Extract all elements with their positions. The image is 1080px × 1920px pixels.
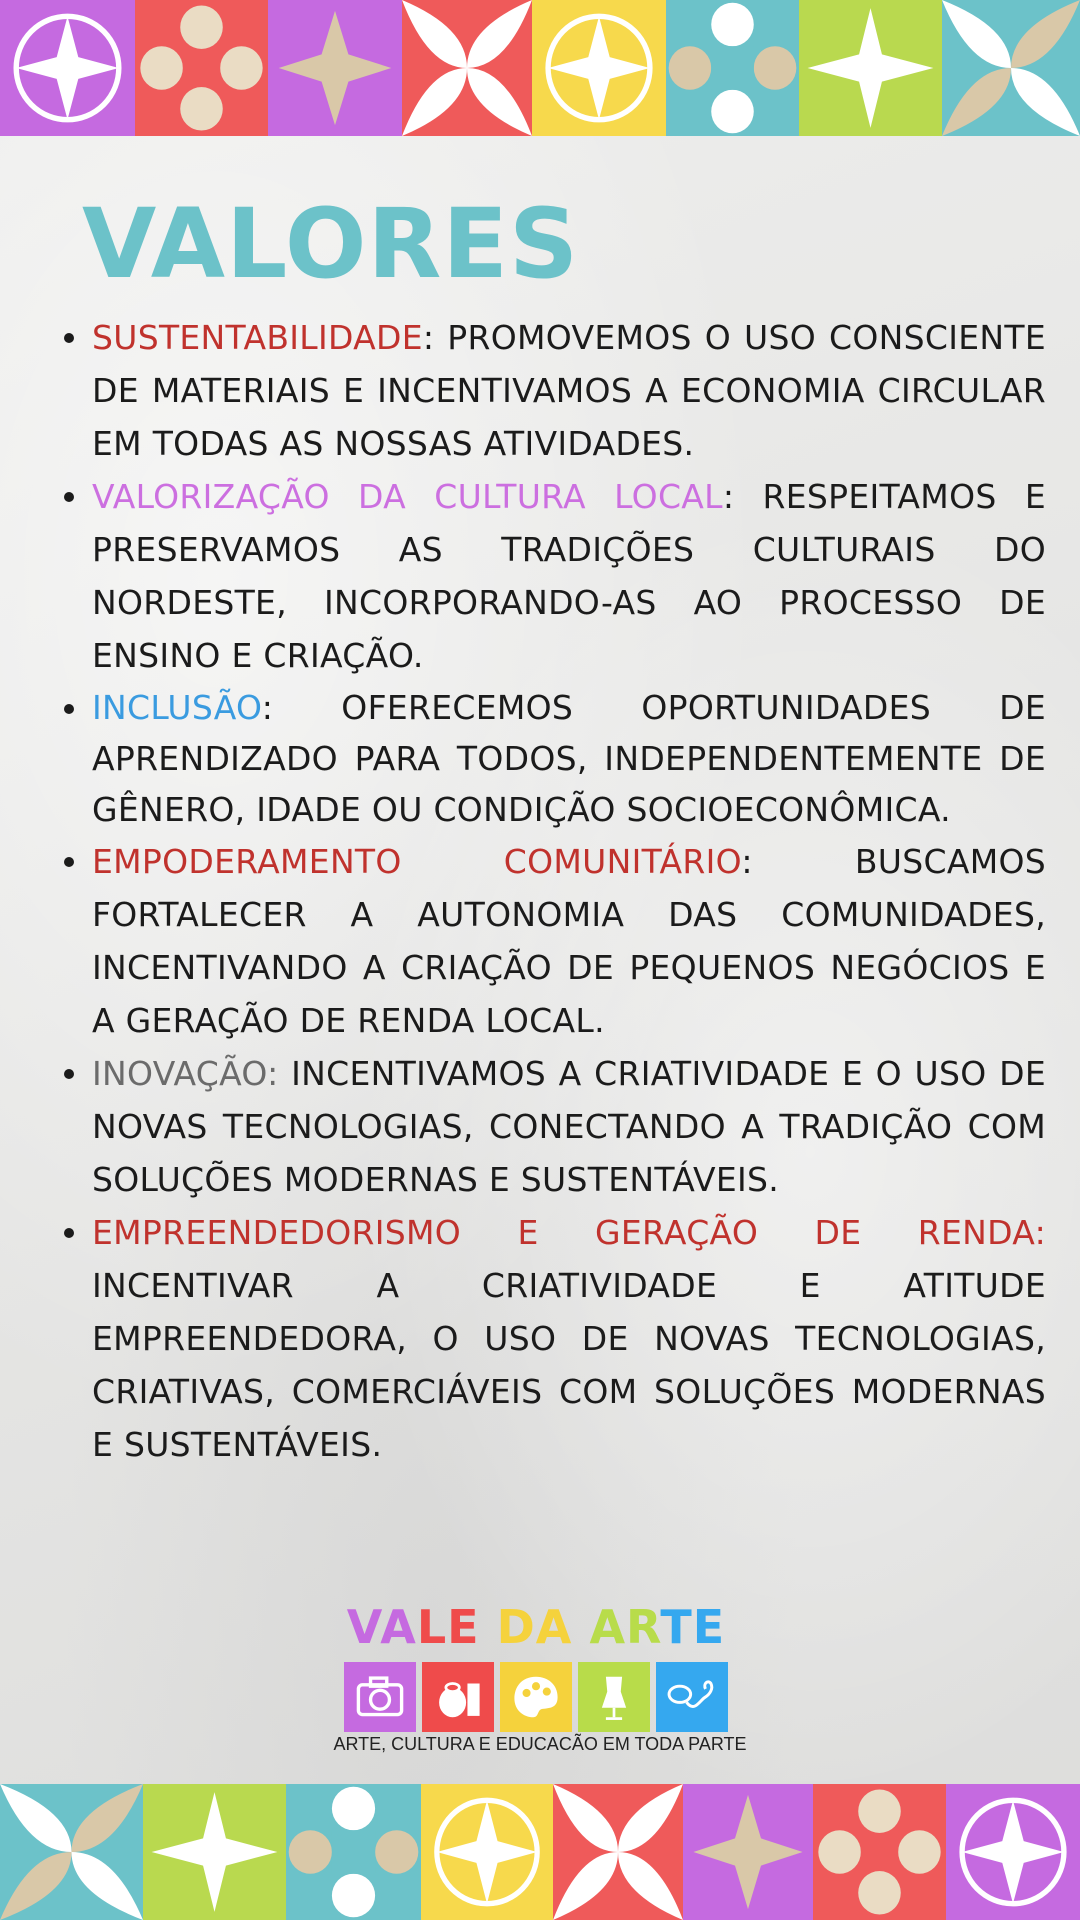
mannequin-icon: [578, 1662, 650, 1732]
logo-wordmark: [336, 1600, 736, 1654]
value-text: RESPEITAMOS E PRESERVAMOS AS TRADIÇÕES CULTURAIS DO NORDESTE, INCORPORANDO-AS AO PROCESSO DE ENSINO E CRIAÇÃO.: [92, 477, 1046, 675]
value-text: PROMOVEMOS O USO CONSCIENTE DE MATERIAIS E INCENTIVAMOS A ECONOMIA CIRCULAR EM TODAS AS NOSSAS ATIVIDADES.: [92, 318, 1046, 463]
list-item: [92, 470, 1046, 682]
value-text: INCENTIVAMOS A CRIATIVIDADE E O USO DE NOVAS TECNOLOGIAS, CONECTANDO A TRADIÇÃO COM SOLUÇÕES MODERNAS E SUSTENTÁVEIS.: [92, 1054, 1046, 1199]
value-term: EMPREENDEDORISMO E GERAÇÃO DE RENDA:: [92, 1213, 1046, 1252]
page-title: VALORES: [82, 188, 580, 300]
tile-red-cross: [813, 1784, 946, 1920]
tile-beige-star: [268, 0, 402, 136]
logo-part: DA: [496, 1600, 590, 1654]
top-tile-border: [0, 0, 1080, 136]
tile-yellow-star: [532, 0, 666, 136]
value-separator: :: [741, 842, 753, 881]
brand-logo: [336, 1600, 736, 1732]
value-term: INCLUSÃO: [92, 688, 262, 727]
tile-lime-star: [143, 1784, 286, 1920]
value-separator: :: [422, 318, 435, 357]
tile-teal-cross: [666, 0, 799, 136]
camera-icon: [344, 1662, 416, 1732]
tile-red-cross: [135, 0, 268, 136]
logo-icons: [336, 1662, 736, 1732]
tile-purple-star: [0, 0, 135, 136]
tile-teal-petal: [0, 1784, 143, 1920]
tile-yellow-star: [421, 1784, 553, 1920]
list-item: [92, 835, 1046, 1047]
value-text: BUSCAMOS FORTALECER A AUTONOMIA DAS COMUNIDADES, INCENTIVANDO A CRIAÇÃO DE PEQUENOS NEGÓCIOS E A GERAÇÃO DE RENDA LOCAL.: [92, 842, 1046, 1040]
value-text: INCENTIVAR A CRIATIVIDADE E ATITUDE EMPREENDEDORA, O USO DE NOVAS TECNOLOGIAS, CRIATIVAS, COMERCIÁVEIS COM SOLUÇÕES MODERNAS E SUSTENTÁVEIS.: [92, 1266, 1046, 1464]
tile-teal-petal: [942, 0, 1080, 136]
tile-purple-star: [946, 1784, 1080, 1920]
logo-part: TE: [660, 1600, 726, 1654]
value-term: VALORIZAÇÃO DA CULTURA LOCAL: [92, 477, 723, 516]
tile-beige-star: [683, 1784, 813, 1920]
value-separator: :: [722, 477, 735, 516]
palette-icon: [500, 1662, 572, 1732]
logo-part: AR: [589, 1600, 661, 1654]
pottery-icon: [422, 1662, 494, 1732]
tile-red-petal: [553, 1784, 683, 1920]
value-separator: :: [261, 688, 274, 727]
list-item: [92, 311, 1046, 470]
tile-lime-star: [799, 0, 942, 136]
value-term: SUSTENTABILIDADE: [92, 318, 423, 357]
list-item: [92, 1047, 1046, 1206]
tagline: ARTE, CULTURA E EDUCACÃO EM TODA PARTE: [333, 1734, 747, 1754]
logo-part: LE: [416, 1600, 497, 1654]
values-list: [60, 311, 1046, 1471]
list-item: [92, 682, 1046, 835]
tile-teal-cross: [286, 1784, 421, 1920]
brain-music-icon: [656, 1662, 728, 1732]
value-term: INOVAÇÃO:: [92, 1054, 279, 1093]
value-text: OFERECEMOS OPORTUNIDADES DE APRENDIZADO PARA TODOS, INDEPENDENTEMENTE DE GÊNERO, IDADE OU CONDIÇÃO SOCIOECONÔMICA.: [92, 688, 1046, 829]
list-item: [92, 1206, 1046, 1471]
tile-red-petal: [402, 0, 532, 136]
logo-part: VA: [346, 1600, 417, 1654]
bottom-tile-border: [0, 1784, 1080, 1920]
value-term: EMPODERAMENTO COMUNITÁRIO: [92, 842, 742, 881]
